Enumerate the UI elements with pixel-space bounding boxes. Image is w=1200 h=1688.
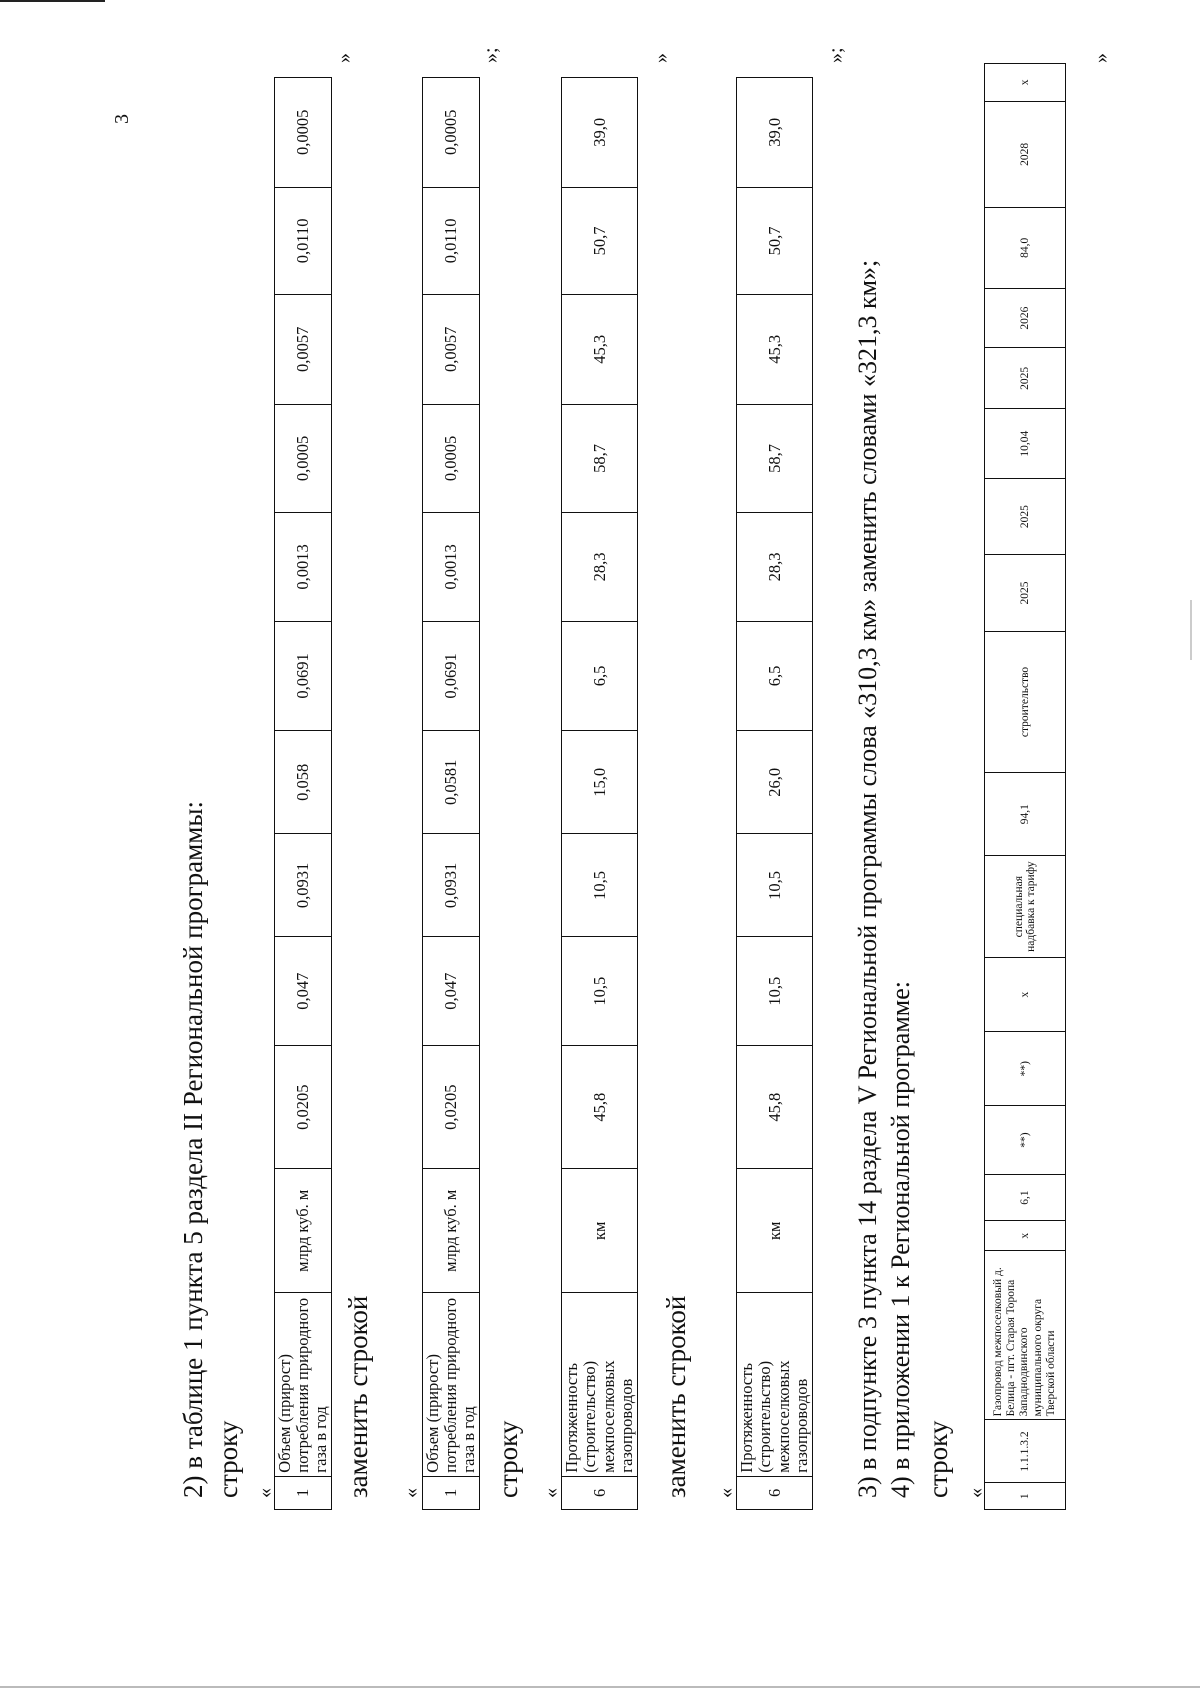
quote-close: »: [650, 53, 672, 63]
item3-text: 3) в подпункте 3 пункта 14 раздела V Региональной программы слова «310,3 км» заменить словами «321,3 км»;: [853, 259, 882, 1498]
table-cell: 10,5: [737, 834, 813, 937]
table-row: [275, 78, 332, 1510]
table-cell: 45,8: [737, 1045, 813, 1169]
quote-open: «: [254, 1488, 276, 1498]
table-cell: 10,04: [985, 409, 1066, 479]
table-cell: 6,5: [562, 621, 638, 731]
table-cell: 50,7: [562, 187, 638, 294]
table-cell: Протяженность (строительство) межпоселковых газопроводов: [737, 1293, 813, 1477]
quote-open: «: [540, 1488, 562, 1498]
table-cell: 0,0057: [423, 295, 480, 405]
table-cell: 1: [275, 1476, 332, 1509]
table-cell: 0,047: [275, 937, 332, 1046]
table-cell: млрд куб. м: [423, 1169, 480, 1293]
table-cell: 0,0057: [275, 295, 332, 405]
table-cell: 2025: [985, 478, 1066, 554]
table-cell: 39,0: [562, 78, 638, 188]
table-cell: 6,1: [985, 1174, 1066, 1220]
table-cell: км: [737, 1169, 813, 1293]
table-cell: 0,0931: [423, 834, 480, 937]
quote-open: «: [400, 1488, 422, 1498]
table-cell: Объем (прирост) потребления природного газа в год: [275, 1293, 332, 1477]
item2-replace-word-1: заменить строкой: [343, 1295, 373, 1498]
item2-heading: 2) в таблице 1 пункта 5 раздела II Региональной программы:: [178, 801, 208, 1498]
table-cell: 45,8: [562, 1045, 638, 1169]
table-cell: 84,0: [985, 207, 1066, 288]
table-length-old: [561, 77, 638, 1510]
table-cell: 0,0110: [275, 187, 332, 294]
table-cell: Объем (прирост) потребления природного газа в год: [423, 1293, 480, 1477]
table-cell: млрд куб. м: [275, 1169, 332, 1293]
table-cell: 58,7: [562, 404, 638, 513]
table-cell: 2028: [985, 101, 1066, 207]
table-cell: 0,058: [275, 731, 332, 834]
table-cell: Газопровод межпоселковый д. Белица - пгт. Старая Торопа Западнодвинского муниципального округа Тверской области: [985, 1251, 1066, 1420]
table-cell: 0,047: [423, 937, 480, 1046]
item4-row-word: строку: [923, 1420, 953, 1498]
table-cell: 94,1: [985, 773, 1066, 856]
table-cell: 0,0005: [275, 78, 332, 188]
table-cell: 0,0691: [275, 621, 332, 731]
table-cell: 1: [423, 1476, 480, 1509]
item2-row-word-2: строку: [493, 1420, 523, 1498]
table-cell: 2026: [985, 288, 1066, 348]
table-cell: х: [985, 64, 1066, 102]
table-cell: строительство: [985, 631, 1066, 773]
table-cell: 0,0005: [275, 404, 332, 513]
table-row: [737, 78, 813, 1510]
table-cell: **): [985, 1032, 1066, 1106]
quote-open: «: [715, 1488, 737, 1498]
table-cell: 45,3: [562, 295, 638, 405]
table-cell: 6,5: [737, 621, 813, 731]
table-cell: 45,3: [737, 295, 813, 405]
table-cell: 6: [562, 1476, 638, 1509]
table-cell: 2025: [985, 555, 1066, 631]
quote-close: »: [1090, 53, 1112, 63]
table-cell: 1.1.1.3.2: [985, 1420, 1066, 1483]
table-row: [423, 78, 480, 1510]
table-cell: специальная надбавка к тарифу: [985, 856, 1066, 958]
table-cell: 6: [737, 1476, 813, 1509]
table-cell: 2025: [985, 348, 1066, 409]
table-cell: 50,7: [737, 187, 813, 294]
table-row: [985, 64, 1066, 1510]
table-cell: Протяженность (строительство) межпоселковых газопроводов: [562, 1293, 638, 1477]
table-cell: 10,5: [562, 937, 638, 1046]
table-cell: 0,0581: [423, 731, 480, 834]
table-cell: 0,0205: [275, 1045, 332, 1169]
table-volume-new: [422, 77, 480, 1510]
table-cell: 0,0005: [423, 404, 480, 513]
page-number: 3: [111, 114, 133, 124]
table-cell: 0,0691: [423, 621, 480, 731]
table-cell: 0,0013: [423, 513, 480, 622]
quote-close: »: [333, 53, 355, 63]
table-volume-old: [274, 77, 332, 1510]
table-cell: х: [985, 958, 1066, 1032]
table-cell: 0,0013: [275, 513, 332, 622]
quote-open: «: [965, 1488, 987, 1498]
table-cell: 0,0110: [423, 187, 480, 294]
table-cell: 28,3: [562, 513, 638, 622]
table-cell: км: [562, 1169, 638, 1293]
table-cell: 15,0: [562, 731, 638, 834]
quote-close-semicolon: »;: [480, 47, 502, 63]
table-cell: 39,0: [737, 78, 813, 188]
table-cell: 28,3: [737, 513, 813, 622]
item2-row-word-1: строку: [213, 1420, 243, 1498]
table-cell: 10,5: [562, 834, 638, 937]
table-cell: 26,0: [737, 731, 813, 834]
table-cell: **): [985, 1106, 1066, 1175]
table-cell: 10,5: [737, 937, 813, 1046]
table-length-new: [736, 77, 813, 1510]
table-cell: 0,0931: [275, 834, 332, 937]
table-cell: 1: [985, 1483, 1066, 1510]
item4-heading: 4) в приложении 1 к Региональной программе:: [886, 981, 915, 1498]
table-row: [562, 78, 638, 1510]
table-cell: х: [985, 1221, 1066, 1251]
item2-replace-word-2: заменить строкой: [661, 1295, 691, 1498]
table-cell: 0,0205: [423, 1045, 480, 1169]
table-cell: 58,7: [737, 404, 813, 513]
table-appendix: [984, 63, 1066, 1510]
table-cell: 0,0005: [423, 78, 480, 188]
quote-close-semicolon: »;: [825, 47, 847, 63]
